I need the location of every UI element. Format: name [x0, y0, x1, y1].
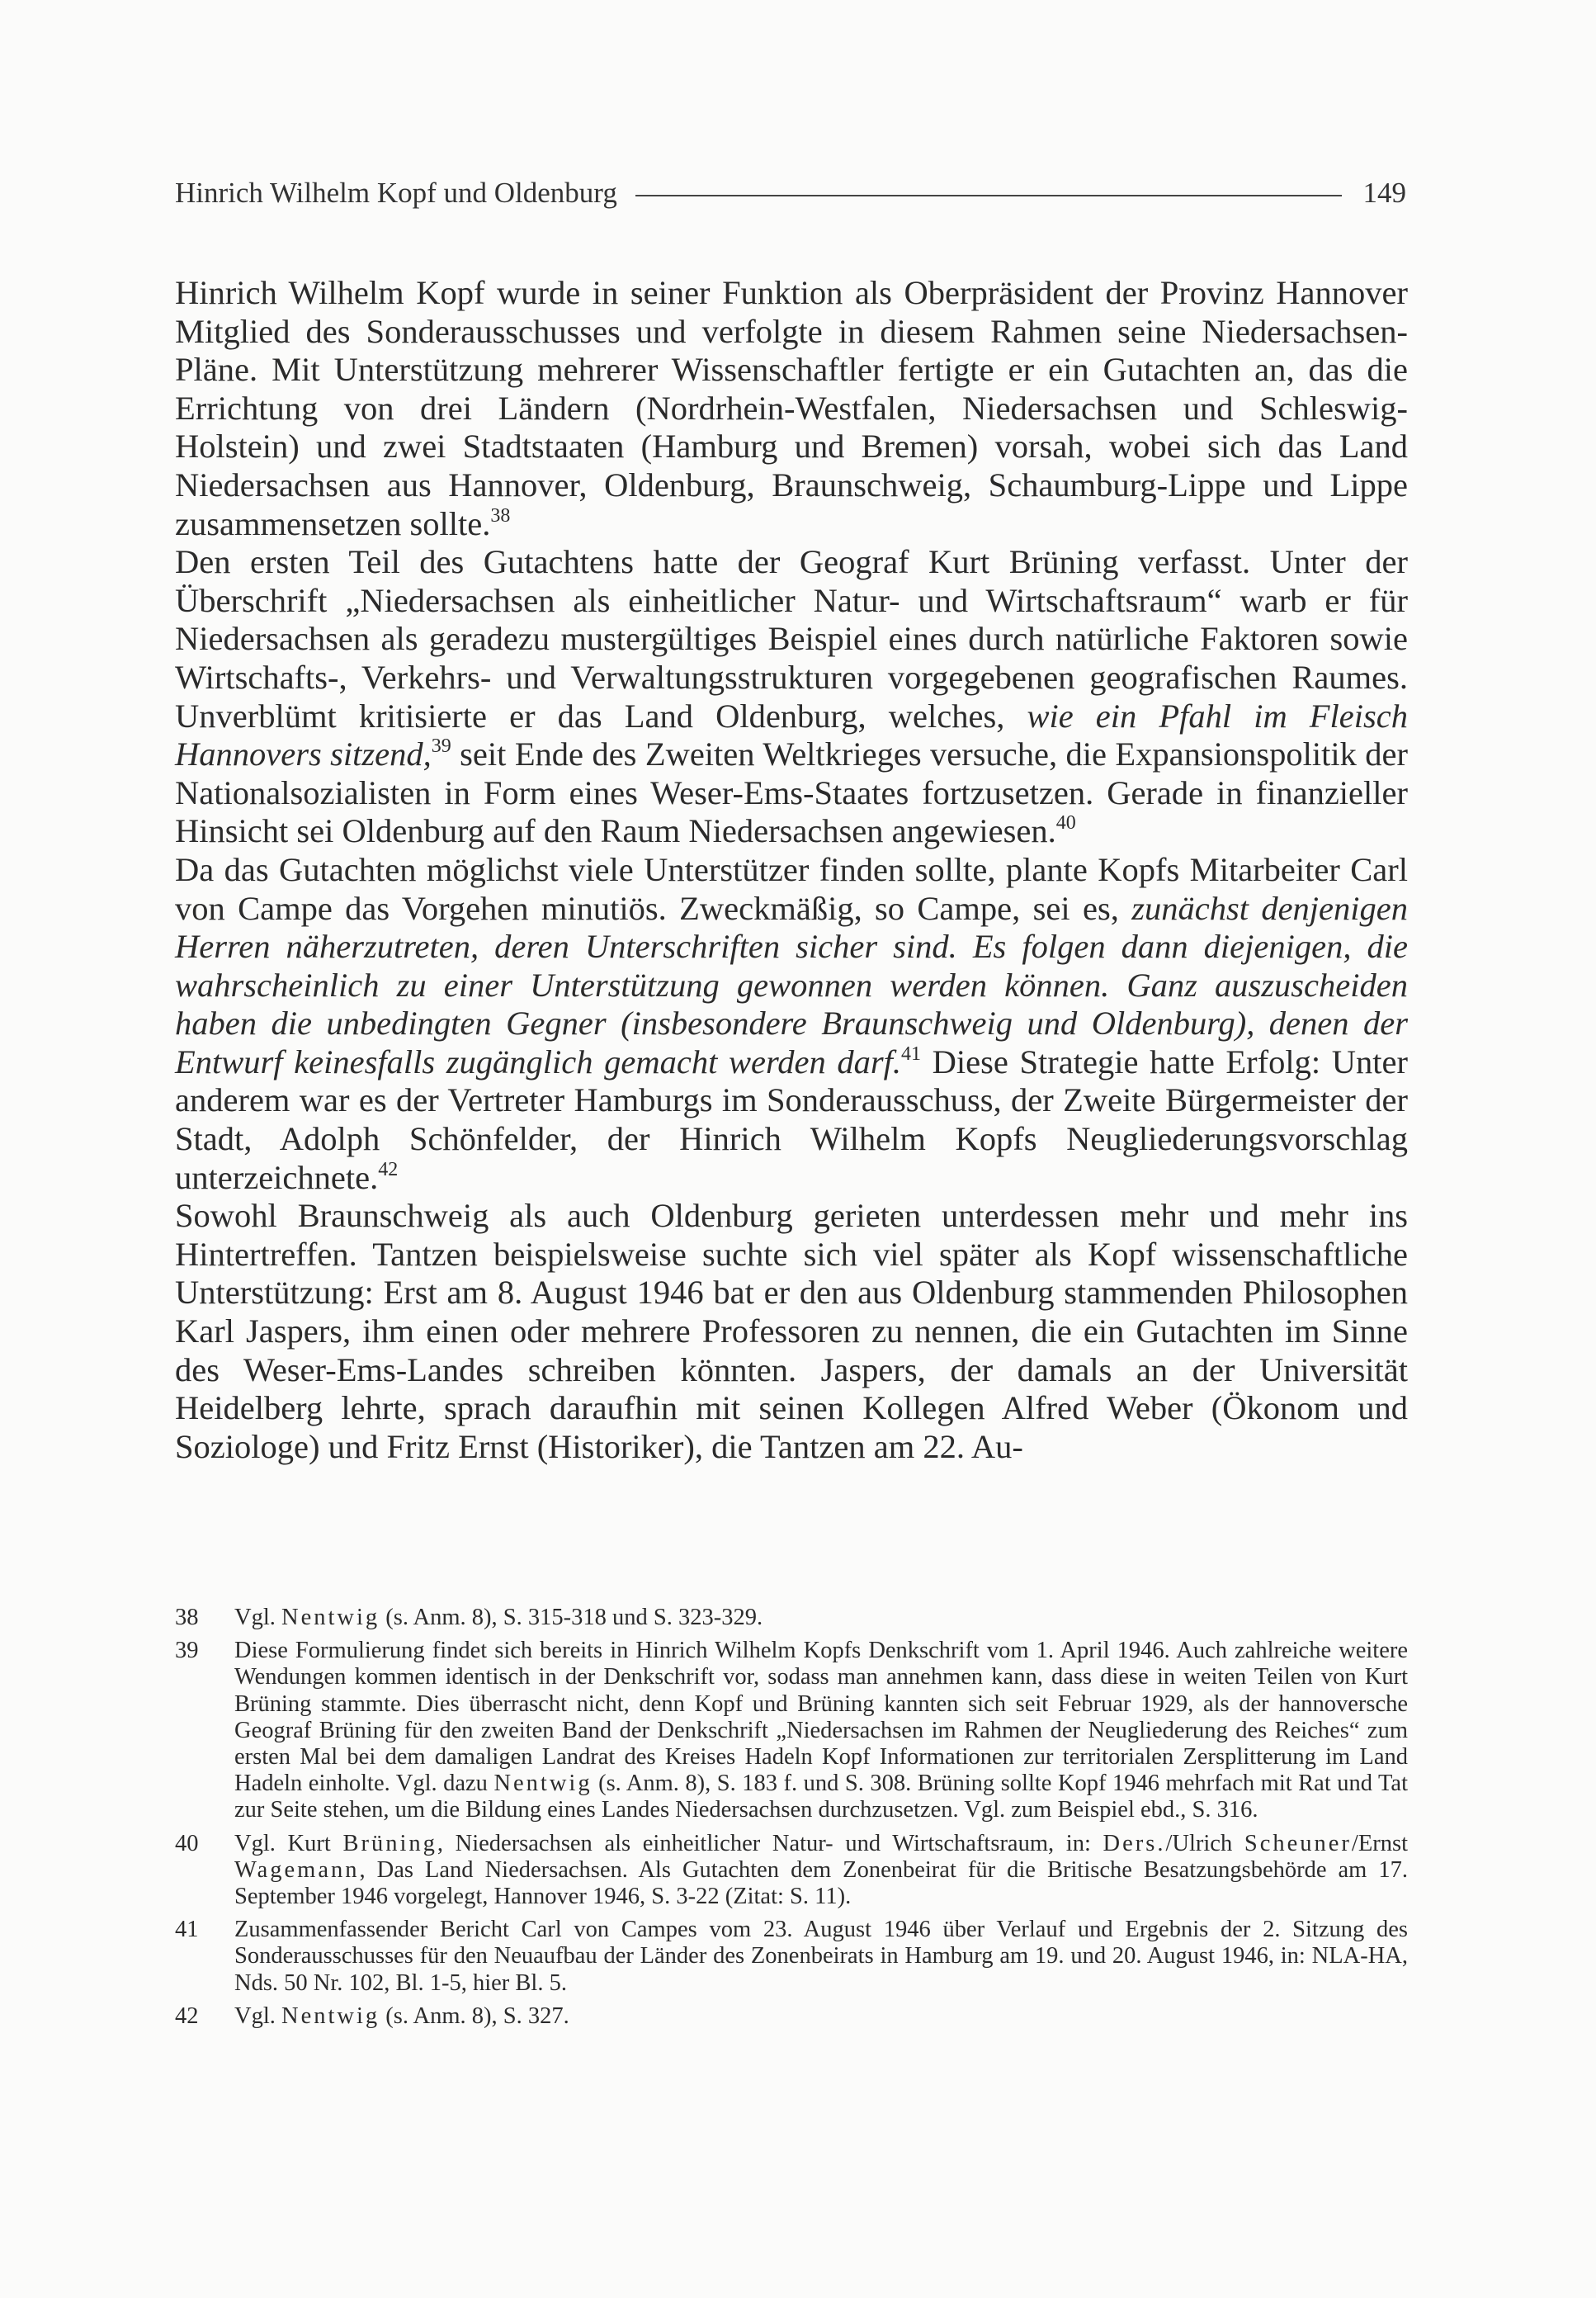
footnote-39: [175, 1638, 1408, 1823]
quote: wie ein Pfahl im Fleisch Hannovers sitzend,: [175, 697, 1408, 773]
author-name: Nentwig: [281, 1605, 380, 1630]
author-name: Brüning: [342, 1830, 437, 1856]
author-name: Nentwig: [493, 1771, 593, 1797]
footnote-segment: (s. Anm. 8), S. 315-318 und S. 323-329.: [380, 1605, 763, 1630]
footnote-ref-39[interactable]: 39: [431, 735, 451, 758]
running-title: Hinrich Wilhelm Kopf und Oldenburg: [175, 177, 617, 209]
paragraph-text: Sowohl Braunschweig als auch Oldenburg gerieten unterdessen mehr und mehr ins Hintertreffen. Tantzen beispielsweise suchte sich viel später als Kopf wissenschaftliche Unterstützung: Erst am 8. August 1946 bat er den aus Oldenburg stammenden Philosophen Karl Jaspers, ihm einen oder mehrere Professoren zu nennen, die ein Gutachten im Sinne des Weser-Ems-Landes schreiben könnten. Jaspers, der damals an der Universität Heidelberg lehrte, sprach daraufhin mit seinen Kollegen Alfred Weber (Ökonom und Soziologe) und Fritz Ernst (Historiker), die Tantzen am 22. Au-: [175, 1197, 1408, 1465]
paragraph-2: [175, 543, 1408, 851]
paragraph-text: Hinrich Wilhelm Kopf wurde in seiner Funktion als Oberpräsident der Provinz Hannover Mitglied des Sonderausschusses und verfolgte in diesem Rahmen seine Niedersachsen-Pläne. Mit Unterstützung mehrerer Wissenschaftler fertigte er ein Gutachten an, das die Errichtung von drei Ländern (Nordrhein-Westfalen, Niedersachsen und Schleswig-Holstein) und zwei Stadtstaaten (Hamburg und Bremen) vorsah, wobei sich das Land Niedersachsen aus Hannover, Oldenburg, Braunschweig, Schaumburg-Lippe und Lippe zusammensetzen sollte.: [175, 274, 1408, 542]
footnote-segment: (s. Anm. 8), S. 327.: [380, 2002, 569, 2029]
footnote-segment: /Ernst: [1351, 1830, 1408, 1856]
footnote-text: Zusammenfassender Bericht Carl von Campes vom 23. August 1946 über Verlauf und Ergebnis der 2. Sitzung des Sonderausschusses für den Neuaufbau der Länder des Zonenbeirats in Hamburg am 19. und 20. August 1946, in: NLA-HA, Nds. 50 Nr. 102, Bl. 1-5, hier Bl. 5.: [234, 1917, 1408, 1996]
footnote-ref-40[interactable]: 40: [1055, 812, 1076, 835]
body-text: [175, 274, 1408, 1466]
footnote-segment: Vgl.: [234, 1605, 281, 1630]
footnote-segment: /Ulrich: [1165, 1830, 1244, 1856]
footnote-segment: (s. Anm. 8), S. 183 f. und S. 308. Brüning sollte Kopf 1946 mehrfach mit Rat und Tat zur Seite stehen, um die Bildung eines Landes Niedersachsen durchzusetzen. Vgl. zum Beispiel ebd., S. 316.: [234, 1771, 1408, 1823]
footnote-text: [234, 2003, 1408, 2030]
quote: zunächst denjenigen Herren näherzutreten, deren Unterschriften sicher sind. Es folgen dann diejenigen, die wahrscheinlich zu einer Unterstützung gewonnen werden können. Ganz auszuscheiden haben die unbedingten Gegner (insbesondere Braunschweig und Oldenburg), denen der Entwurf keinesfalls zugänglich gemacht werden darf.: [175, 889, 1408, 1080]
author-name: Scheuner: [1244, 1830, 1352, 1856]
author-name: Wagemann: [234, 1856, 360, 1883]
footnote-ref-42[interactable]: 42: [378, 1158, 399, 1180]
footnote-segment: Vgl.: [234, 2002, 281, 2029]
paragraph-4: [175, 1197, 1408, 1466]
footnote-segment: , Das Land Niedersachsen. Als Gutachten dem Zonenbeirat für die Britische Besatzungsbehörde am 17. September 1946 vorgelegt, Hannover 1946, S. 3-22 (Zitat: S. 11).: [234, 1856, 1408, 1910]
footnote-number: 38: [175, 1605, 199, 1630]
footnote-ref-38[interactable]: 38: [490, 504, 511, 527]
paragraph-text: Diese Strategie hatte Erfolg: Unter anderem war es der Vertreter Hamburgs im Sonderausschuss, der Zweite Bürgermeister der Stadt, Adolph Schönfelder, der Hinrich Wilhelm Kopfs Neugliederungsvorschlag unterzeichnete.: [175, 1043, 1409, 1196]
footnote-number: 42: [175, 2002, 199, 2029]
footnote-ref-41[interactable]: 41: [901, 1043, 921, 1065]
paragraph-text: Da das Gutachten möglichst viele Unterstützer finden sollte, plante Kopfs Mitarbeiter Carl von Campe das Vorgehen minutiös. Zweckmäßig, so Campe, sei es,: [175, 850, 1408, 927]
footnote-segment: Diese Formulierung findet sich bereits in Hinrich Wilhelm Kopfs Denkschrift vom 1. April 1946. Auch zahlreiche weitere Wendungen kommen identisch in der Denkschrift vor, sodass man annehmen kann, dass diese in weiten Teilen von Kurt Brüning stammte. Dies überrascht nicht, denn Kopf und Brüning kannten sich seit Februar 1929, als der hannoversche Geograf Brüning für den zweiten Band der Denkschrift „Niedersachsen im Rahmen der Neugliederung des Reiches“ zum ersten Mal bei dem damaligen Landrat des Kreises Hadeln Kopf Informationen zur territorialen Zersplitterung im Land Hadeln einholte. Vgl. dazu: [234, 1638, 1408, 1797]
running-head-rule: [635, 195, 1342, 196]
footnote-text: [234, 1638, 1408, 1823]
footnote-38: [175, 1605, 1408, 1631]
page-number: 149: [1362, 177, 1406, 209]
footnote-number: 40: [175, 1830, 199, 1856]
footnote-42: [175, 2003, 1408, 2030]
footnote-41: [175, 1917, 1408, 1997]
paragraph-text: Den ersten Teil des Gutachtens hatte der Geograf Kurt Brüning verfasst. Unter der Überschrift „Niedersachsen als einheitlicher Natur- und Wirtschaftsraum“ warb er für Niedersachsen als geradezu mustergültiges Beispiel eines durch natürliche Faktoren sowie Wirtschafts-, Verkehrs- und Verwaltungsstrukturen vorgegebenen geografischen Raumes. Unverblümt kritisierte er das Land Oldenburg, welches,: [175, 543, 1408, 735]
footnote-number: 41: [175, 1917, 199, 1943]
footnotes: [175, 1605, 1408, 2036]
author-name: Ders.: [1103, 1830, 1166, 1856]
author-name: Nentwig: [281, 2002, 380, 2029]
paragraph-3: [175, 851, 1408, 1197]
paragraph-1: [175, 274, 1408, 543]
running-head: [175, 173, 1406, 214]
footnote-text: [234, 1831, 1408, 1911]
footnote-40: [175, 1831, 1408, 1911]
footnote-segment: , Niedersachsen als einheitlicher Natur- und Wirtschaftsraum, in:: [437, 1830, 1103, 1856]
footnote-text: [234, 1605, 1408, 1631]
footnote-segment: Vgl. Kurt: [234, 1830, 343, 1856]
paragraph-text: seit Ende des Zweiten Weltkrieges versuche, die Expansionspolitik der Nationalsozialisten in Form eines Weser-Ems-Staates fortzusetzen. Gerade in finanzieller Hinsicht sei Oldenburg auf den Raum Niedersachsen angewiesen.: [175, 735, 1408, 850]
footnote-number: 39: [175, 1638, 199, 1664]
